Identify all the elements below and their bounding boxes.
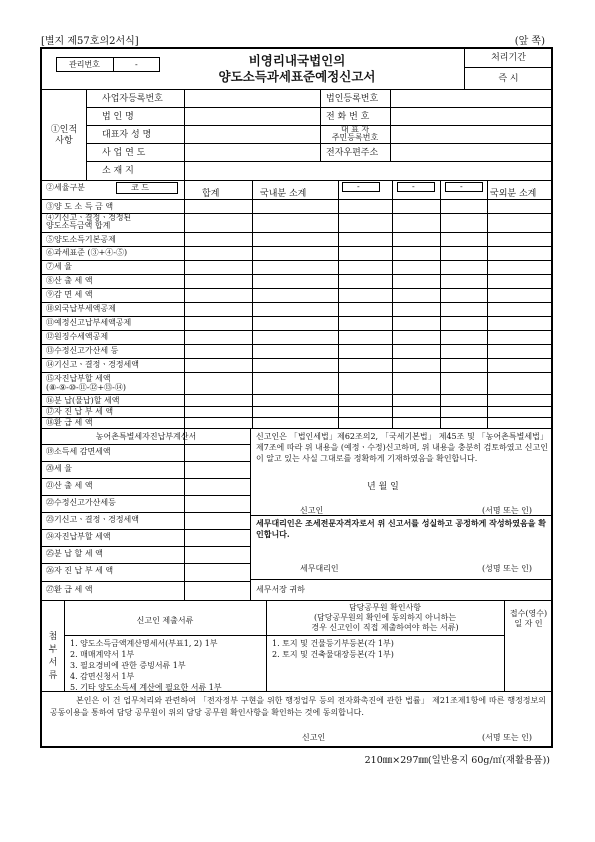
agent-label: 세무대리인 (300, 564, 339, 573)
management-number-box (56, 57, 160, 72)
row-penalty: ⑬수정신고가산세 등 (46, 346, 119, 355)
rural-row-installment: ㉕분 납 할 세 액 (46, 549, 103, 558)
declaration-text: 신고인은 「법인세법」제62조의2, 「국세기본법」 제45조 및 「농어촌특별세법」제7조에 따라 위 내용을 (예정ㆍ수정)신고하며, 위 내용을 충분히 검토하였고 신고인이 알고 있는 사실 그대로를 정확하게 기재하였음을 확인합니다. (256, 432, 548, 463)
form-title-line2: 양도소득과세표준예정신고서 (218, 69, 376, 84)
list-item: 3. 필요경비에 관한 증빙서류 1부 (70, 661, 186, 670)
row-withholding-credit: ⑫원징수세액공제 (46, 332, 109, 341)
declarant-label: 신고인 (300, 506, 324, 515)
corp-name-label: 법 인 명 (102, 112, 134, 122)
corp-reg-number-label: 법인등록번호 (326, 94, 379, 104)
rural-row-prior: ㉓기신고ㆍ결정ㆍ경정세액 (46, 515, 140, 524)
code-box (116, 182, 178, 194)
tax-rate-class-label: ②세율구분 (46, 183, 85, 192)
row-installment-tax: ⑯분 납(물납)할 세액 (46, 396, 120, 405)
rural-row-reduced: ⑲소득세 감면세액 (46, 447, 111, 456)
domestic-code-box-1[interactable]: - (342, 182, 380, 192)
business-reg-number-label: 사업자등록번호 (102, 94, 163, 104)
row-self-pay-tax: ⑮자진납부할 세액 (⑧-⑨-⑩-⑪-⑫+⑬-⑭) (46, 374, 126, 392)
business-year-label: 사 업 연 도 (102, 148, 146, 158)
declarant-docs-list (70, 638, 222, 693)
code-label: 코 드 (131, 183, 149, 192)
consent-text: 본인은 이 건 업무처리와 관련하여 「전자정부 구현을 위한 행정업무 등의 전자화촉진에 관한 법률」 제21조제1항에 따른 행정정보의 공동이용을 통하여 담당 공무원이 위의 담당 공무원 확인사항을 확인하는 것에 동의합니다. (50, 696, 546, 717)
personal-info-label: ①인적 사항 (50, 125, 78, 146)
page-side-label: (앞 쪽) (514, 36, 545, 47)
declarant-docs-header: 신고인 제출서류 (136, 616, 194, 625)
rural-row-penalty: ㉒수정신고가산세등 (46, 498, 116, 507)
row-prepayment-credit: ⑪예정신고납부세액공제 (46, 318, 132, 327)
col-domestic-header: 국내분 소계 (260, 189, 307, 199)
officer-check-header: 담당공무원 확인사항 (담당공무원의 확인에 동의하지 아니하는 경우 신고인이 직접 제출하여야 하는 서류) (311, 603, 459, 632)
recipient-label: 세무서장 귀하 (256, 585, 305, 594)
list-item: 4. 감면신청서 1부 (70, 672, 135, 681)
processing-period-value: 즉 시 (498, 74, 519, 84)
form-number: [별지 제57호의2서식] (41, 36, 139, 47)
form-title (192, 53, 402, 85)
row-basic-deduction: ⑤양도소득기본공제 (46, 235, 116, 244)
rural-row-calculated: ㉑산 출 세 액 (46, 481, 93, 490)
list-item: 1. 양도소득금액계산명세서(부표1, 2) 1부 (70, 639, 218, 648)
rural-row-rate: ⑳세 율 (46, 464, 72, 473)
rep-resident-number-label: 대 표 자 주민등록번호 (331, 125, 379, 142)
col-foreign-header: 국외분 소계 (490, 189, 537, 199)
row-prior-tax: ⑭기신고ㆍ결정ㆍ경정세액 (46, 360, 140, 369)
management-number-value[interactable]: - (135, 60, 138, 69)
consent-sign[interactable]: (서명 또는 인) (482, 733, 532, 742)
list-item: 5. 기타 양도소득세 계산에 필요한 서류 1부 (70, 683, 222, 692)
row-calculated-tax: ⑧산 출 세 액 (46, 276, 93, 285)
agent-declaration-text: 세무대리인은 조세전문자격자로서 위 신고서를 성실하고 공정하게 작성하였음을 확인합니다. (256, 518, 546, 539)
officer-check-list (272, 638, 394, 660)
consent-declarant-label: 신고인 (302, 733, 326, 742)
email-label: 전자우편주소 (326, 148, 379, 158)
rural-row-self-pay: ㉔자진납부할 세액 (46, 532, 111, 541)
agent-sign[interactable]: (성명 또는 인) (482, 564, 532, 573)
row-prior-income: ④기신고ㆍ결정ㆍ경정된 양도소득금액 합계 (46, 213, 132, 230)
tax-return-form (40, 47, 553, 748)
col-total-header: 합계 (202, 189, 220, 199)
paper-spec: 210㎜×297㎜(일반용지 60g/㎡(재활용품)) (364, 755, 550, 766)
rural-tax-heading: 농어촌특별세자진납부계산서 (95, 432, 197, 441)
rural-row-refund: ㉗환 급 세 액 (46, 585, 93, 594)
declarant-sign[interactable]: (서명 또는 인) (482, 506, 532, 515)
domestic-code-box-3[interactable]: - (445, 182, 483, 192)
list-item: 2. 매매계약서 1부 (70, 650, 135, 659)
attachments-side-label: 첨 부 서 류 (48, 632, 58, 681)
receipt-stamp-header: 접수(영수) 일 자 인 (509, 609, 548, 628)
location-label: 소 재 지 (102, 166, 134, 176)
list-item: 2. 토지 및 건축물대장등본(각 1부) (272, 650, 394, 659)
row-reduced-tax: ⑨감 면 세 액 (46, 290, 93, 299)
domestic-code-box-2[interactable]: - (397, 182, 435, 192)
row-refund-tax: ⑱환 급 세 액 (46, 418, 93, 427)
phone-label: 전 화 번 호 (326, 112, 370, 122)
management-number-label: 관리번호 (69, 60, 100, 69)
declaration-date: 년 월 일 (367, 482, 399, 492)
list-item: 1. 토지 및 건물등기부등본(각 1부) (272, 639, 394, 648)
row-self-paid-tax: ⑰자 진 납 부 세 액 (46, 407, 114, 416)
representative-name-label: 대표자 성 명 (102, 130, 152, 140)
processing-period-label: 처리기간 (491, 53, 526, 63)
row-tax-base: ⑥과세표준 (③+④-⑤) (46, 248, 128, 257)
rural-row-self-paid: ㉖자 진 납 부 세 액 (46, 566, 114, 575)
row-tax-rate: ⑦세 율 (46, 262, 72, 271)
form-title-line1: 비영리내국법인의 (248, 53, 346, 68)
row-transfer-income: ③양 도 소 득 금 액 (46, 202, 114, 211)
row-foreign-tax-credit: ⑩외국납부세액공제 (46, 304, 116, 313)
